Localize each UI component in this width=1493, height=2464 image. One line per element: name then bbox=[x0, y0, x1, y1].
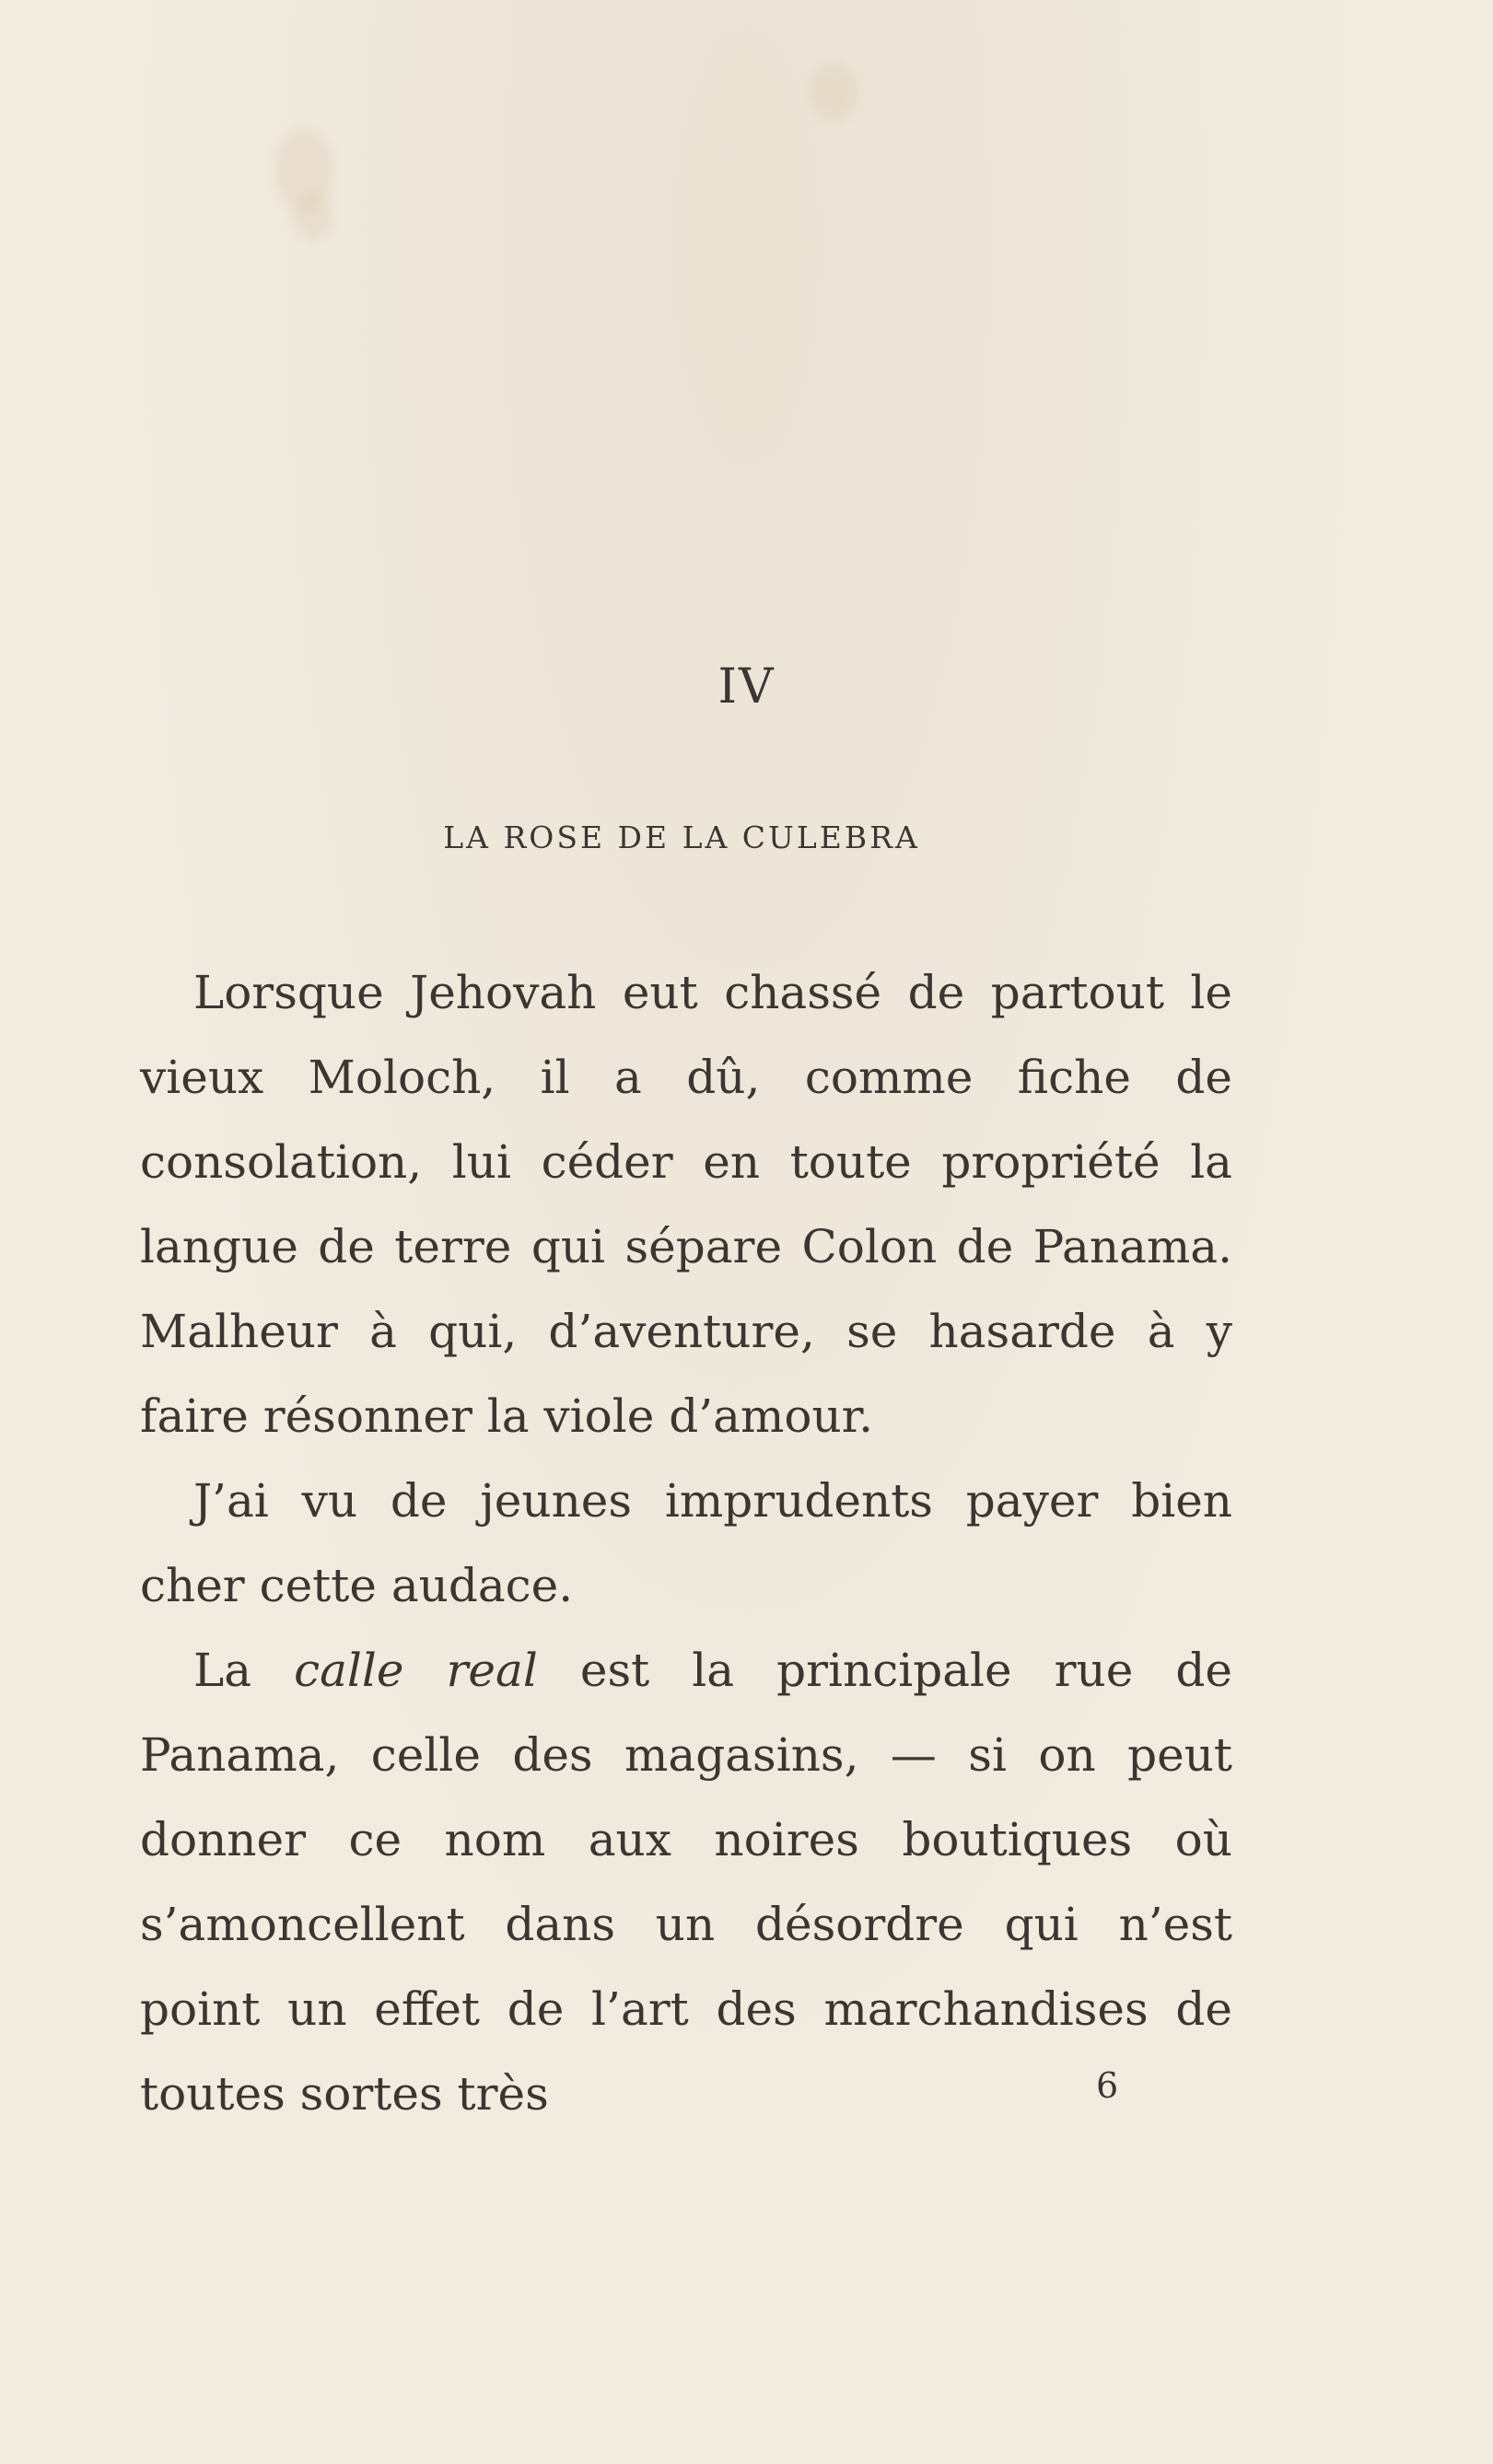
paper-stain bbox=[811, 64, 857, 120]
paper-stain bbox=[295, 193, 332, 239]
signature-mark: 6 bbox=[1096, 2065, 1119, 2106]
paragraph-lead: La bbox=[193, 1644, 295, 1697]
chapter-title: LA ROSE DE LA CULEBRA bbox=[443, 819, 920, 855]
paragraph: J’ai vu de jeunes imprudents payer bien cher cette audace. bbox=[140, 1474, 1232, 1612]
italic-phrase: calle real bbox=[294, 1644, 538, 1697]
paragraph: Lorsque Jehovah eut chassé de partout le vieux Moloch, il a dû, comme fiche de consolation, lui céder en toute propriété la langue de terre qui sépare Colon de Panama. Malheur à qui, d’aventure, se hasarde à y faire résonner la viole d’amour. bbox=[140, 966, 1232, 1443]
paragraph-rest: est la principale rue de Panama, celle des magasins, — si on peut donner ce nom aux noires boutiques où s’amoncellent dans un désordre qui n’est point un effet de l’art des marchandises de toutes sortes très bbox=[140, 1644, 1232, 2121]
chapter-number: IV bbox=[717, 659, 776, 715]
body-text bbox=[140, 950, 1232, 2136]
paragraph bbox=[140, 1628, 1232, 2136]
